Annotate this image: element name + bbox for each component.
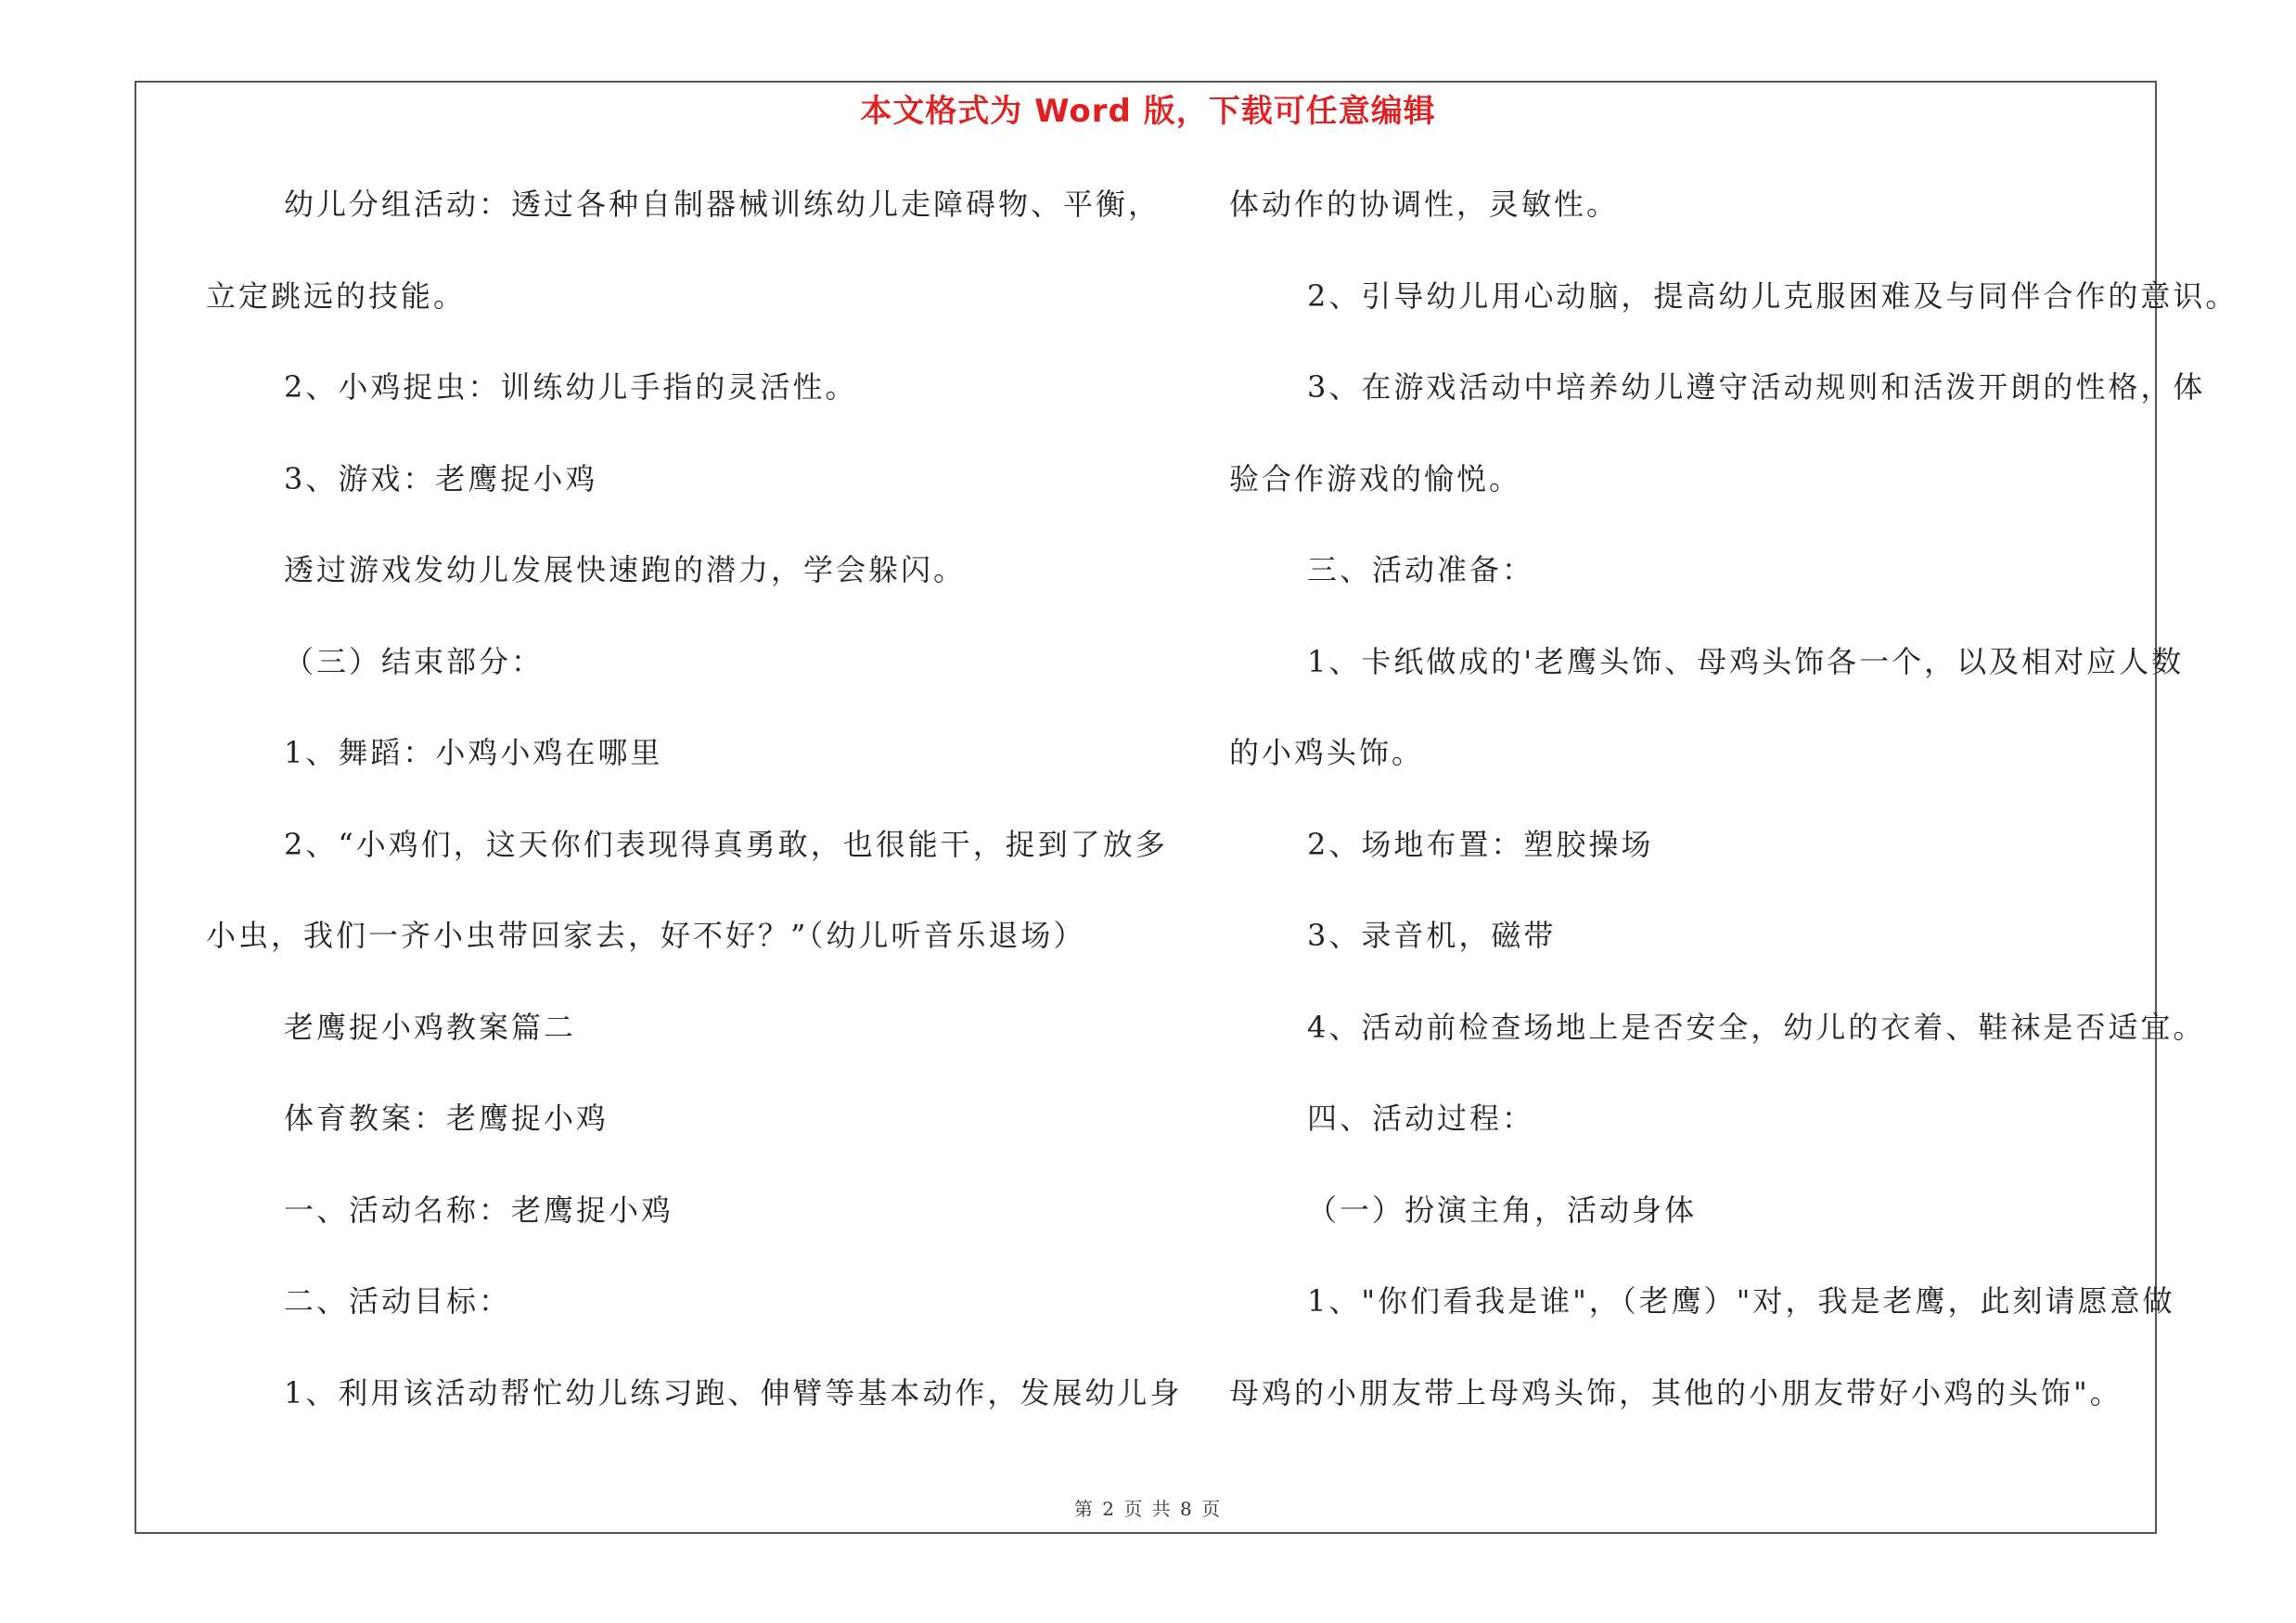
left-column-paragraph-line: （三）结束部分： xyxy=(284,644,545,679)
page-number-footer: 第 2 页 共 8 页 xyxy=(1073,1498,1223,1520)
left-column-paragraph-line: 立定跳远的技能。 xyxy=(206,278,467,314)
left-column-paragraph-line: 1、利用该活动帮忙幼儿练习跑、伸臂等基本动作，发展幼儿身 xyxy=(284,1375,1183,1410)
right-column-paragraph-line: 4、活动前检查场地上是否安全，幼儿的衣着、鞋袜是否适宜。 xyxy=(1307,1010,2206,1045)
left-column-paragraph-line: 老鹰捉小鸡教案篇二 xyxy=(284,1010,577,1045)
right-column-paragraph-line: 3、录音机，磁带 xyxy=(1307,918,1557,953)
left-column-paragraph-line: 3、游戏：老鹰捉小鸡 xyxy=(284,461,598,496)
right-column-paragraph-line: 2、场地布置：塑胶操场 xyxy=(1307,827,1654,862)
right-column-paragraph-line: 1、"你们看我是谁"，（老鹰）"对，我是老鹰，此刻请愿意做 xyxy=(1307,1283,2175,1319)
right-column-paragraph-line: 三、活动准备： xyxy=(1307,552,1535,587)
left-column-paragraph-line: 体育教案：老鹰捉小鸡 xyxy=(284,1101,609,1136)
right-column-paragraph-line: 3、在游戏活动中培养幼儿遵守活动规则和活泼开朗的性格，体 xyxy=(1307,369,2206,405)
left-column-paragraph-line: 小虫，我们一齐小虫带回家去，好不好？”（幼儿听音乐退场） xyxy=(206,918,1086,953)
right-column-paragraph-line: 体动作的协调性，灵敏性。 xyxy=(1229,187,1620,222)
left-column-paragraph-line: 2、小鸡捉虫：训练幼儿手指的灵活性。 xyxy=(284,369,858,405)
right-column-paragraph-line: 母鸡的小朋友带上母鸡头饰，其他的小朋友带好小鸡的头饰"。 xyxy=(1229,1375,2123,1410)
left-column-paragraph-line: 1、舞蹈：小鸡小鸡在哪里 xyxy=(284,735,663,770)
right-column-paragraph-line: 的小鸡头饰。 xyxy=(1229,735,1425,770)
right-column-paragraph-line: 2、引导幼儿用心动脑，提高幼儿克服困难及与同伴合作的意识。 xyxy=(1307,278,2238,314)
right-column-paragraph-line: 1、卡纸做成的'老鹰头饰、母鸡头饰各一个，以及相对应人数 xyxy=(1307,644,2185,679)
left-column-paragraph-line: 2、“小鸡们，这天你们表现得真勇敢，也很能干，捉到了放多 xyxy=(284,827,1168,862)
format-banner: 本文格式为 Word 版，下载可任意编辑 xyxy=(860,93,1436,130)
left-column-paragraph-line: 幼儿分组活动：透过各种自制器械训练幼儿走障碍物、平衡， xyxy=(284,187,1161,222)
left-column-paragraph-line: 透过游戏发幼儿发展快速跑的潜力，学会躲闪。 xyxy=(284,552,967,587)
left-column-paragraph-line: 二、活动目标： xyxy=(284,1283,512,1319)
right-column-paragraph-line: 验合作游戏的愉悦。 xyxy=(1229,461,1522,496)
right-column-paragraph-line: （一）扮演主角，活动身体 xyxy=(1307,1192,1698,1228)
right-column-paragraph-line: 四、活动过程： xyxy=(1307,1101,1535,1136)
left-column-paragraph-line: 一、活动名称：老鹰捉小鸡 xyxy=(284,1192,674,1228)
